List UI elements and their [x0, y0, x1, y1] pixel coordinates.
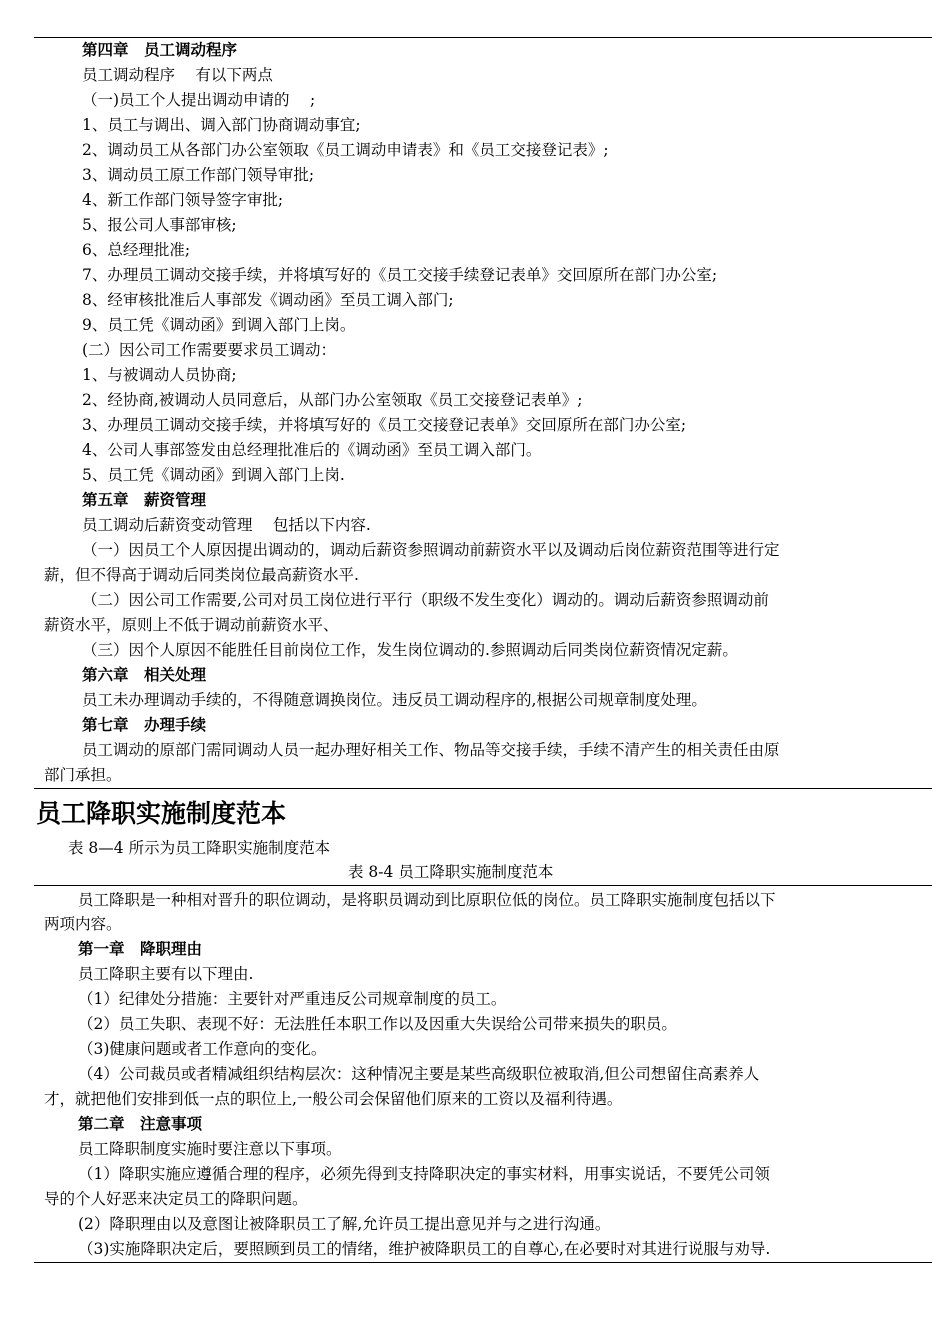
chapter-4-heading: 第四章 员工调动程序	[82, 41, 238, 59]
text-line: 员工调动的原部门需同调动人员一起办理好相关工作、物品等交接手续，手续不清产生的相关责任由原	[82, 741, 780, 759]
text-line: （二）因公司工作需要,公司对员工岗位进行平行（职级不发生变化）调动的。调动后薪资参照调动前	[82, 591, 769, 609]
text-line: 员工降职制度实施时要注意以下事项。	[78, 1140, 342, 1158]
table-caption: 表 8-4 员工降职实施制度范本	[348, 863, 554, 881]
text-line: (2）降职理由以及意图让被降职员工了解,允许员工提出意见并与之进行沟通。	[78, 1215, 611, 1233]
text-line: 员工降职是一种相对晋升的职位调动，是将职员调动到比原职位低的岗位。员工降职实施制度包括以下	[78, 891, 776, 909]
text-line: （2）员工失职、表现不好：无法胜任本职工作以及因重大失误给公司带来损失的职员。	[78, 1015, 677, 1033]
text-line: 6、总经理批准;	[82, 241, 191, 259]
text-line: 1、与被调动人员协商;	[82, 366, 237, 384]
section-rule	[34, 788, 932, 789]
text-line: 才，就把他们安排到低一点的职位上,一般公司会保留他们原来的工资以及福利待遇。	[44, 1090, 623, 1108]
chapter-6-heading: 第六章 相关处理	[82, 666, 207, 684]
text-line: （三）因个人原因不能胜任目前岗位工作，发生岗位调动的.参照调动后同类岗位薪资情况定薪。	[82, 641, 738, 659]
section-title: 员工降职实施制度范本	[36, 799, 287, 828]
text-line: 薪资水平，原则上不低于调动前薪资水平、	[44, 616, 339, 634]
text-line: (二）因公司工作需要要求员工调动：	[82, 341, 337, 359]
chapter-7-heading: 第七章 办理手续	[82, 716, 207, 734]
text-line: （4）公司裁员或者精减组织结构层次：这种情况主要是某些高级职位被取消,但公司想留住高素养人	[78, 1065, 760, 1083]
text-line: 员工调动后薪资变动管理 包括以下内容.	[82, 516, 371, 534]
text-line: （3)健康问题或者工作意向的变化。	[78, 1040, 327, 1058]
text-line: 5、报公司人事部审核;	[82, 216, 237, 234]
bottom-rule	[34, 1262, 932, 1263]
text-line: 5、员工凭《调动函》到调入部门上岗.	[82, 466, 345, 484]
chapter-2-heading: 第二章 注意事项	[78, 1115, 203, 1133]
text-line: 4、公司人事部签发由总经理批准后的《调动函》至员工调入部门。	[82, 441, 542, 459]
text-line: （1）降职实施应遵循合理的程序，必须先得到支持降职决定的事实材料，用事实说话，不要凭公司领	[78, 1165, 770, 1183]
text-line: 导的个人好恶来决定员工的降职问题。	[44, 1190, 308, 1208]
text-line: （3)实施降职决定后，要照顾到员工的情绪，维护被降职员工的自尊心,在必要时对其进行说服与劝导.	[78, 1240, 771, 1258]
text-line: 4、新工作部门领导签字审批;	[82, 191, 284, 209]
text-line: （1）纪律处分措施：主要针对严重违反公司规章制度的员工。	[78, 990, 507, 1008]
chapter-1-heading: 第一章 降职理由	[78, 940, 203, 958]
text-line: 两项内容。	[44, 915, 122, 933]
text-line: 员工降职主要有以下理由.	[78, 965, 254, 983]
text-line: 薪，但不得高于调动后同类岗位最高薪资水平.	[44, 566, 359, 584]
chapter-5-heading: 第五章 薪资管理	[82, 491, 207, 509]
text-line: 9、员工凭《调动函》到调入部门上岗。	[82, 316, 356, 334]
text-line: 7、办理员工调动交接手续，并将填写好的《员工交接手续登记表单》交回原所在部门办公室;	[82, 266, 718, 284]
text-line: 8、经审核批准后人事部发《调动函》至员工调入部门;	[82, 291, 454, 309]
text-line: 部门承担。	[44, 766, 122, 784]
text-line: 2、经协商,被调动人员同意后，从部门办公室领取《员工交接登记表单》;	[82, 391, 583, 409]
text-line: 员工调动程序 有以下两点	[82, 66, 273, 84]
table-top-rule	[34, 885, 932, 886]
text-line: 3、办理员工调动交接手续，并将填写好的《员工交接登记表单》交回原所在部门办公室;	[82, 416, 687, 434]
text-line: 员工未办理调动手续的，不得随意调换岗位。违反员工调动程序的,根据公司规章制度处理。	[82, 691, 707, 709]
text-line: 3、调动员工原工作部门领导审批;	[82, 166, 315, 184]
text-line: 2、调动员工从各部门办公室领取《员工调动申请表》和《员工交接登记表》;	[82, 141, 609, 159]
text-line: （一)员工个人提出调动申请的 ;	[82, 91, 316, 109]
text-line: （一）因员工个人原因提出调动的，调动后薪资参照调动前薪资水平以及调动后岗位薪资范围等进行定	[82, 541, 780, 559]
text-line: 1、员工与调出、调入部门协商调动事宜;	[82, 116, 361, 134]
intro-line: 表 8—4 所示为员工降职实施制度范本	[68, 839, 331, 857]
